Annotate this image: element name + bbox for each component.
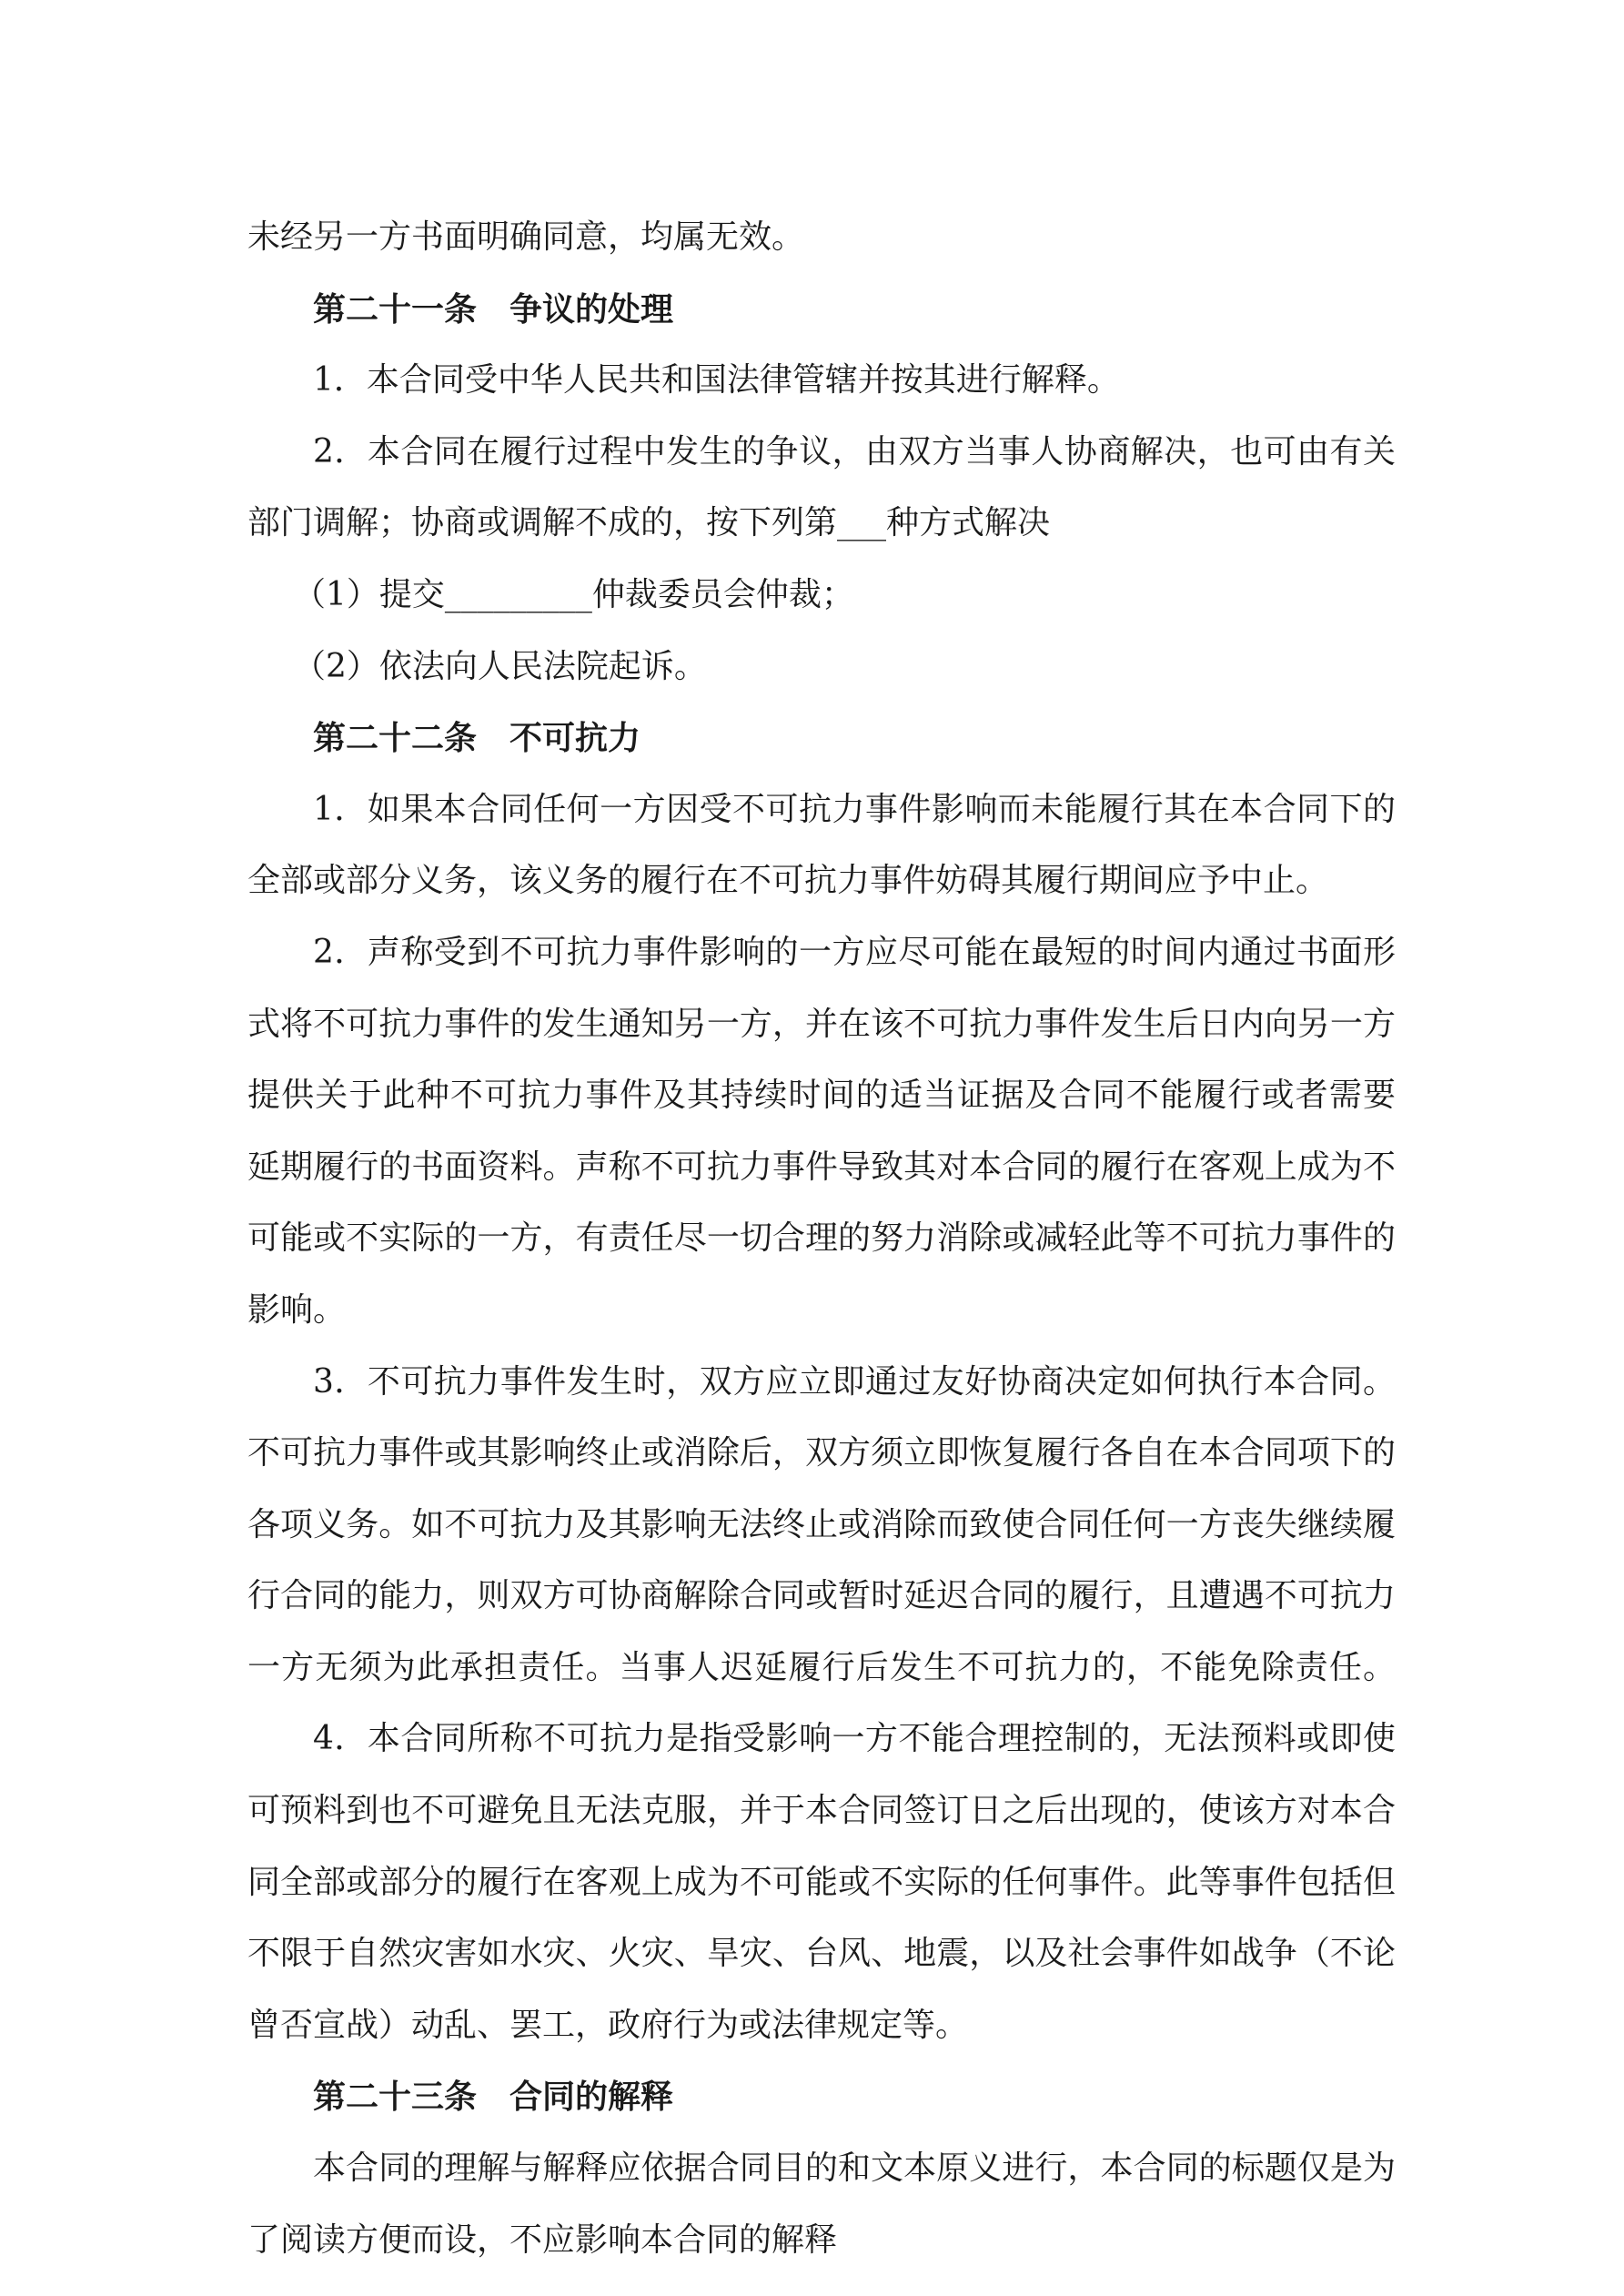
text-line: 1．本合同受中华人民共和国法律管辖并按其进行解释。: [313, 361, 1120, 400]
text-line: 不限于自然灾害如水灾、火灾、旱灾、台风、地震，以及社会事件如战争（不论: [247, 1935, 1396, 1973]
text-line: 了阅读方便而设，不应影响本合同的解释: [247, 2220, 838, 2259]
text-line: （1）提交_________仲裁委员会仲裁；: [293, 575, 854, 613]
text-line: 全部或部分义务，该义务的履行在不可抗力事件妨碍其履行期间应予中止。: [247, 862, 1329, 900]
article-heading: 第二十三条 合同的解释: [313, 2078, 674, 2117]
text-line: 可能或不实际的一方，有责任尽一切合理的努力消除或减轻此等不可抗力事件的: [247, 1219, 1396, 1258]
text-line: 2．声称受到不可抗力事件影响的一方应尽可能在最短的时间内通过书面形: [313, 933, 1396, 971]
article-heading: 第二十一条 争议的处理: [313, 289, 674, 329]
text-line: 本合同的理解与解释应依据合同目的和文本原义进行，本合同的标题仅是为: [313, 2149, 1396, 2188]
text-line: 2．本合同在履行过程中发生的争议，由双方当事人协商解决，也可由有关: [313, 432, 1396, 470]
text-line: 1．如果本合同任何一方因受不可抗力事件影响而未能履行其在本合同下的: [313, 790, 1396, 828]
document-page: [247, 202, 1396, 2276]
text-line: 曾否宣战）动乱、罢工，政府行为或法律规定等。: [247, 2006, 969, 2044]
text-line: 式将不可抗力事件的发生通知另一方，并在该不可抗力事件发生后日内向另一方: [247, 1005, 1396, 1043]
article-heading: 第二十二条 不可抗力: [313, 719, 641, 758]
text-line: （2）依法向人民法院起诉。: [293, 647, 707, 685]
text-line: 部门调解；协商或调解不成的，按下列第___种方式解决: [247, 504, 1051, 542]
text-line: 提供关于此种不可抗力事件及其持续时间的适当证据及合同不能履行或者需要: [247, 1077, 1396, 1115]
text-line: 可预料到也不可避免且无法克服，并于本合同签订日之后出现的，使该方对本合: [247, 1792, 1396, 1830]
text-line: 延期履行的书面资料。声称不可抗力事件导致其对本合同的履行在客观上成为不: [247, 1148, 1396, 1186]
text-line: 一方无须为此承担责任。当事人迟延履行后发生不可抗力的，不能免除责任。: [247, 1648, 1396, 1686]
text-line: 3．不可抗力事件发生时，双方应立即通过友好协商决定如何执行本合同。: [313, 1362, 1396, 1401]
text-line: 影响。: [247, 1290, 347, 1329]
text-line: 各项义务。如不可抗力及其影响无法终止或消除而致使合同任何一方丧失继续履: [247, 1505, 1396, 1543]
text-line: 行合同的能力，则双方可协商解除合同或暂时延迟合同的履行，且遭遇不可抗力: [247, 1577, 1396, 1615]
text-line: 同全部或部分的履行在客观上成为不可能或不实际的任何事件。此等事件包括但: [247, 1863, 1396, 1901]
text-line: 不可抗力事件或其影响终止或消除后，双方须立即恢复履行各自在本合同项下的: [247, 1434, 1396, 1472]
text-line: 未经另一方书面明确同意，均属无效。: [247, 218, 805, 256]
text-line: 4．本合同所称不可抗力是指受影响一方不能合理控制的，无法预料或即使: [313, 1720, 1396, 1758]
